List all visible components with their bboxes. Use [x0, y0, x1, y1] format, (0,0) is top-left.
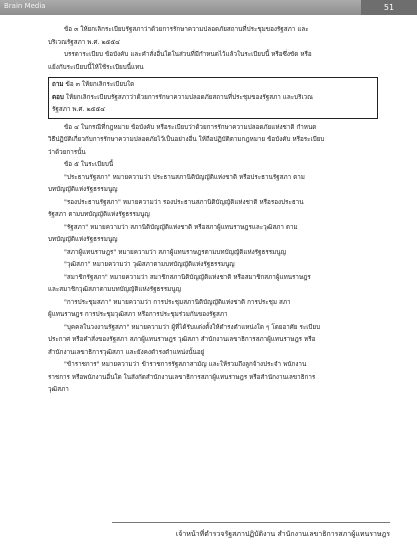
- question-text: ข้อ ๓ ให้ยกเลิกระเบียบใด: [65, 81, 135, 88]
- page-header: [0, 0, 417, 15]
- text-line: ผู้แทนราษฎร การประชุมวุฒิสภา หรือการประชุมร่วมกันของรัฐสภา: [48, 311, 228, 318]
- answer-line: [52, 92, 374, 105]
- text-line: บรรดาระเบียบ ข้อบังคับ และคำสั่งอื่นใดในส่วนที่มีกำหนดไว้แล้วในระเบียบนี้ หรือซึ่งขัด หรือ: [64, 51, 312, 58]
- page-footer: เจ้าหน้าที่ตำรวจรัฐสภาปฏิบัติงาน สำนักงานเลขาธิการสภาผู้แทนราษฎร: [112, 522, 390, 540]
- text-line: และสมาชิกวุฒิสภาตามบทบัญญัติแห่งรัฐธรรมนูญ: [48, 286, 181, 293]
- text-line: บทบัญญัติแห่งรัฐธรรมนูญ: [48, 186, 118, 193]
- text-line: "ข้าราชการ" หมายความว่า ข้าราชการรัฐสภาสามัญ และให้รวมถึงลูกจ้างประจำ พนักงาน: [64, 361, 307, 368]
- text-line: ว่าด้วยการนั้น: [48, 148, 86, 156]
- text-line: บริเวณรัฐสภา พ.ศ. ๒๕๕๔: [48, 38, 120, 46]
- text-line: บทบัญญัติแห่งรัฐธรรมนูญ: [48, 236, 118, 243]
- text-line: "รองประธานรัฐสภา" หมายความว่า รองประธานสภานิติบัญญัติแห่งชาติ หรือรองประธาน: [64, 198, 304, 206]
- text-line: "สภาผู้แทนราษฎร" หมายความว่า สภาผู้แทนราษฎรตามบทบัญญัติแห่งรัฐธรรมนูญ: [64, 248, 286, 256]
- text-line: "สมาชิกรัฐสภา" หมายความว่า สมาชิกสภานิติบัญญัติแห่งชาติ หรือสมาชิกสภาผู้แทนราษฎร: [64, 273, 311, 281]
- answer-text: ให้ยกเลิกระเบียบรัฐสภาว่าด้วยการรักษาความปลอดภัยสถานที่ประชุมของรัฐสภา และบริเวณ: [65, 93, 314, 101]
- question-label: ถาม: [52, 81, 64, 88]
- text-line: วุฒิสภา: [48, 386, 69, 393]
- brand-label: Brain Media: [4, 2, 46, 10]
- text-line: ข้อ ๓ ให้ยกเลิกระเบียบรัฐสภาว่าด้วยการรักษาความปลอดภัยสถานที่ประชุมของรัฐสภา และ: [64, 26, 309, 33]
- question-line: [52, 79, 374, 92]
- question-answer-box: [48, 77, 378, 119]
- text-line: "วุฒิสภา" หมายความว่า วุฒิสภาตามบทบัญญัติแห่งรัฐธรรมนูญ: [64, 261, 235, 268]
- document-body: [48, 24, 378, 397]
- text-line: แย้งกับระเบียบนี้ให้ใช้ระเบียบนี้แทน: [48, 63, 144, 71]
- text-line: วิธีปฏิบัติเกี่ยวกับการรักษาความปลอดภัยไว้เป็นอย่างอื่น ให้ถือปฏิบัติตามกฎหมาย ข้อบังคับ หรือระเบียบ: [48, 136, 325, 143]
- text-line: สำนักงานเลขาธิการวุฒิสภา และยังคงดำรงตำแหน่งนั้นอยู่: [48, 348, 205, 356]
- text-line: "การประชุมสภา" หมายความว่า การประชุมสภานิติบัญญัติแห่งชาติ การประชุม สภา: [64, 298, 291, 306]
- text-line: "บุคคลในวงงานรัฐสภา" หมายความว่า ผู้ที่ได้รับแต่งตั้งให้ดำรงตำแหน่งใด ๆ โดยอาศัย ระเบียบ: [64, 323, 321, 331]
- text-line: ข้อ ๕ ในระเบียบนี้: [64, 161, 114, 168]
- page-number: 51: [361, 0, 417, 15]
- text-line: ราชการ หรือพนักงานอื่นใด ในสังกัดสำนักงานเลขาธิการสภาผู้แทนราษฎร หรือสำนักงานเลขาธิการ: [48, 373, 316, 381]
- answer-line-continued: รัฐสภา พ.ศ. ๒๕๕๔: [52, 106, 105, 113]
- text-line: ข้อ ๔ ในกรณีที่กฎหมาย ข้อบังคับ หรือระเบียบว่าด้วยการรักษาความปลอดภัยแห่งชาติ กำหนด: [64, 123, 317, 131]
- text-line: "ประธานรัฐสภา" หมายความว่า ประธานสภานิติบัญญัติแห่งชาติ หรือประธานรัฐสภา ตาม: [64, 173, 305, 181]
- answer-label: ตอบ: [52, 93, 64, 101]
- regulation-text: [48, 122, 378, 397]
- text-line: "รัฐสภา" หมายความว่า สภานิติบัญญัติแห่งชาติ หรือสภาผู้แทนราษฎรและวุฒิสภา ตาม: [64, 223, 298, 231]
- text-line: รัฐสภา ตามบทบัญญัติแห่งรัฐธรรมนูญ: [48, 211, 150, 218]
- text-line: ประกาศ หรือคำสั่งของรัฐสภา สภาผู้แทนราษฎร วุฒิสภา สำนักงานเลขาธิการสภาผู้แทนราษฎร หรือ: [48, 336, 316, 343]
